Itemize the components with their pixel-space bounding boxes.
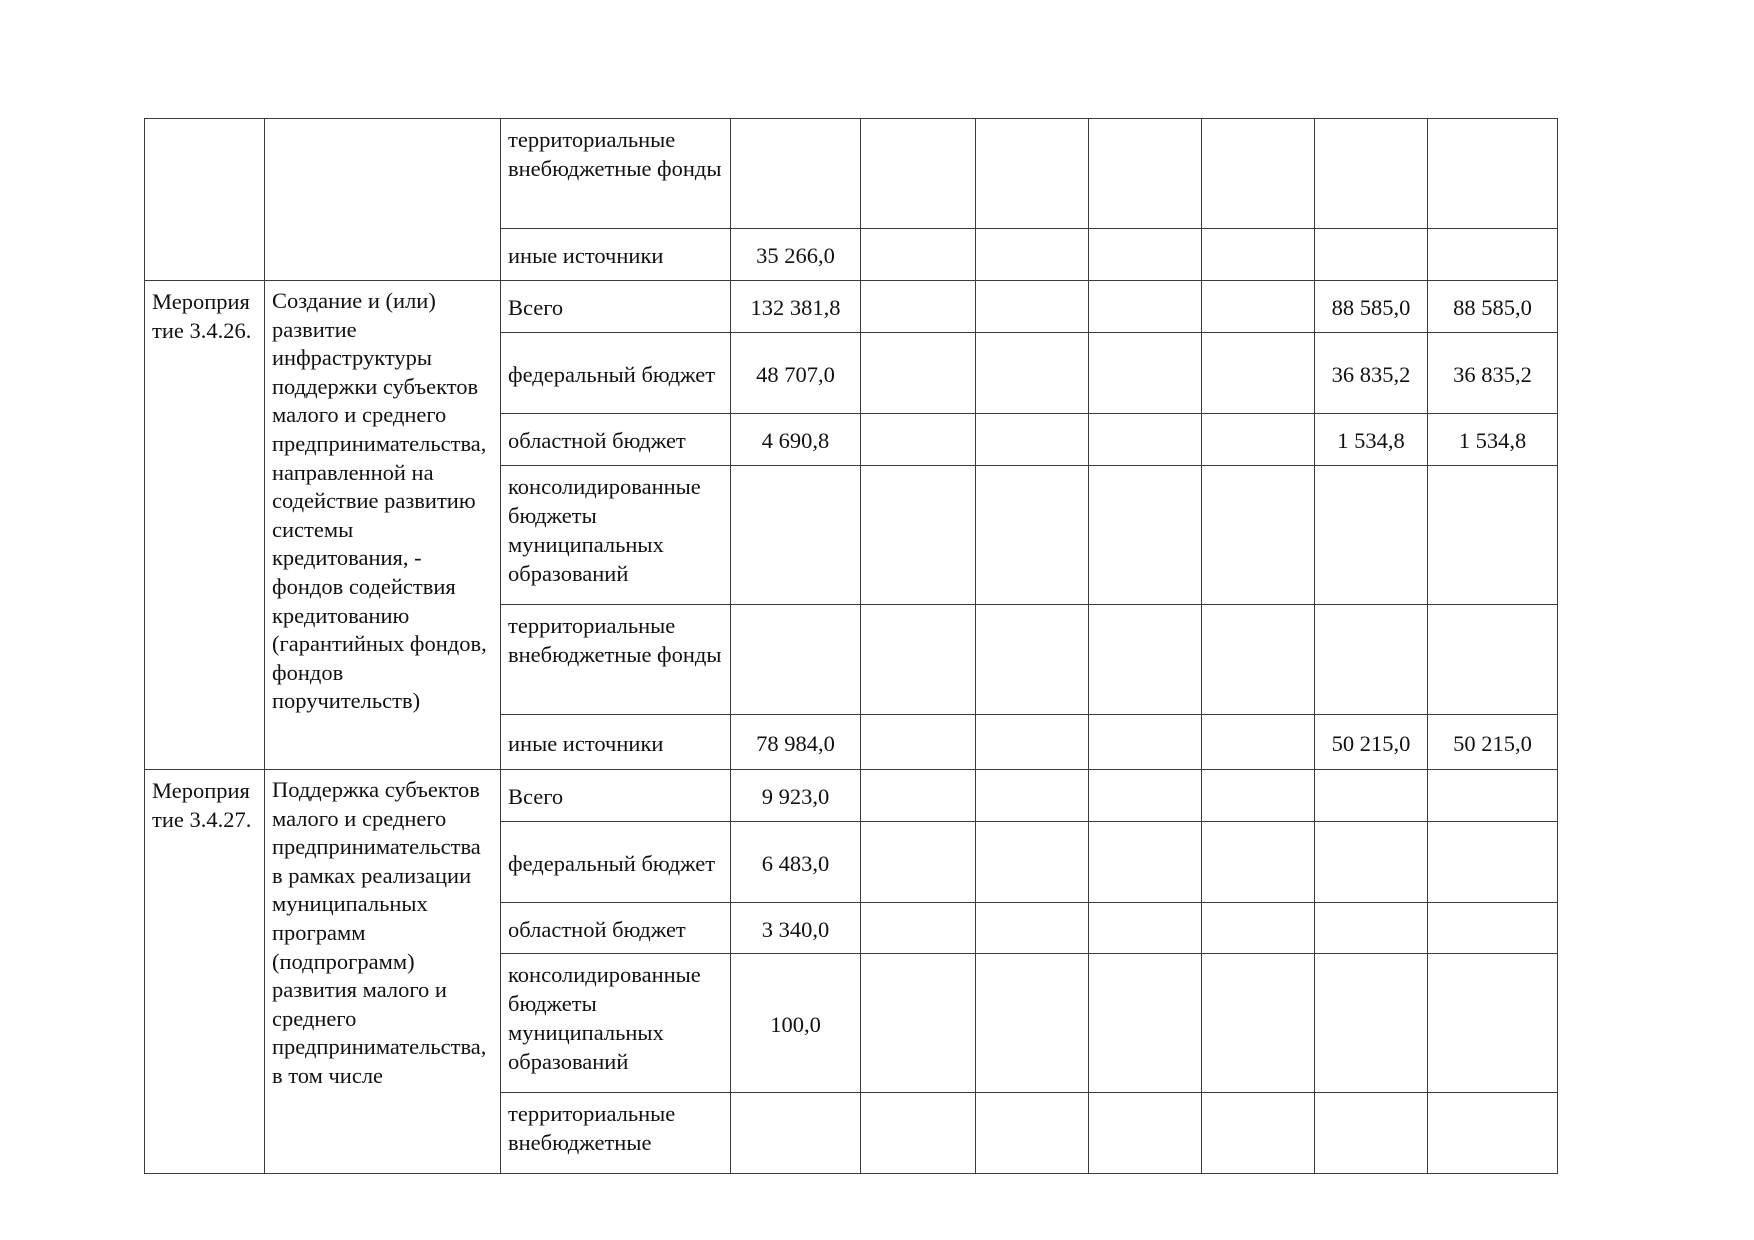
value-cell — [1315, 1093, 1428, 1174]
value-cell — [976, 770, 1089, 822]
value-cell: 36 835,2 — [1315, 333, 1428, 414]
value-cell — [1089, 715, 1202, 770]
value-cell — [976, 822, 1089, 903]
value-cell — [1428, 605, 1558, 715]
value-cell — [731, 466, 861, 605]
value-cell — [1089, 229, 1202, 281]
value-cell — [1089, 119, 1202, 229]
value-cell: 132 381,8 — [731, 281, 861, 333]
value-cell — [976, 229, 1089, 281]
value-cell — [1428, 1093, 1558, 1174]
value-cell — [731, 119, 861, 229]
value-cell — [1202, 414, 1315, 466]
funding-source-cell: федеральный бюджет — [501, 333, 731, 414]
value-cell — [1089, 770, 1202, 822]
value-cell: 50 215,0 — [1428, 715, 1558, 770]
value-cell — [1089, 605, 1202, 715]
value-cell — [976, 715, 1089, 770]
value-cell: 1 534,8 — [1428, 414, 1558, 466]
value-cell — [1202, 333, 1315, 414]
value-cell — [976, 1093, 1089, 1174]
value-cell: 3 340,0 — [731, 903, 861, 954]
value-cell — [861, 1093, 976, 1174]
value-cell — [976, 954, 1089, 1093]
value-cell: 35 266,0 — [731, 229, 861, 281]
value-cell — [1315, 229, 1428, 281]
value-cell — [1202, 1093, 1315, 1174]
value-cell: 1 534,8 — [1315, 414, 1428, 466]
funding-source-cell: территориальные внебюджетные фонды — [501, 119, 731, 229]
value-cell — [861, 119, 976, 229]
value-cell — [861, 954, 976, 1093]
value-cell — [861, 229, 976, 281]
table-row — [145, 119, 1558, 229]
value-cell — [1089, 281, 1202, 333]
value-cell — [1089, 466, 1202, 605]
value-cell — [1089, 333, 1202, 414]
funding-source-cell: федеральный бюджет — [501, 822, 731, 903]
value-cell — [1315, 770, 1428, 822]
funding-source-cell: областной бюджет — [501, 414, 731, 466]
value-cell: 4 690,8 — [731, 414, 861, 466]
value-cell — [861, 903, 976, 954]
table-row — [145, 281, 1558, 333]
value-cell — [1202, 281, 1315, 333]
value-cell — [1089, 903, 1202, 954]
value-cell — [1202, 822, 1315, 903]
value-cell — [1089, 414, 1202, 466]
value-cell — [1089, 954, 1202, 1093]
value-cell — [1202, 715, 1315, 770]
value-cell — [731, 605, 861, 715]
funding-source-cell: консолидированные бюджеты муниципальных образований — [501, 466, 731, 605]
funding-source-cell: Всего — [501, 281, 731, 333]
funding-source-cell: консолидированные бюджеты муниципальных образований — [501, 954, 731, 1093]
measure-code-cell: Мероприятие 3.4.27. — [145, 770, 265, 1174]
value-cell — [1428, 229, 1558, 281]
value-cell — [1428, 903, 1558, 954]
financing-table — [144, 118, 1558, 1174]
value-cell — [1315, 119, 1428, 229]
funding-source-cell: областной бюджет — [501, 903, 731, 954]
value-cell: 78 984,0 — [731, 715, 861, 770]
value-cell — [976, 466, 1089, 605]
value-cell — [861, 281, 976, 333]
value-cell: 50 215,0 — [1315, 715, 1428, 770]
value-cell — [976, 333, 1089, 414]
measure-description-cell: Поддержка субъектов малого и среднего предпринимательства в рамках реализации муниципальных программ (подпрограмм) развития малого и среднего предпринимательства, в том числе — [265, 770, 501, 1174]
value-cell — [861, 822, 976, 903]
value-cell: 36 835,2 — [1428, 333, 1558, 414]
value-cell — [976, 903, 1089, 954]
measure-description-cell — [265, 119, 501, 281]
funding-source-cell: территориальные внебюджетные — [501, 1093, 731, 1174]
value-cell — [1089, 1093, 1202, 1174]
funding-source-cell: иные источники — [501, 229, 731, 281]
funding-source-cell: иные источники — [501, 715, 731, 770]
measure-description-cell: Создание и (или) развитие инфраструктуры поддержки субъектов малого и среднего предпринимательства, направленной на содействие развитию системы кредитования, - фондов содействия кредитованию (гарантийных фондов, фондов поручительств) — [265, 281, 501, 770]
value-cell — [1428, 466, 1558, 605]
value-cell — [1428, 770, 1558, 822]
value-cell — [1428, 954, 1558, 1093]
value-cell — [861, 715, 976, 770]
value-cell: 100,0 — [731, 954, 861, 1093]
funding-source-cell: территориальные внебюджетные фонды — [501, 605, 731, 715]
table-row — [145, 770, 1558, 822]
value-cell — [1315, 605, 1428, 715]
value-cell — [976, 414, 1089, 466]
value-cell — [1202, 770, 1315, 822]
value-cell — [1315, 466, 1428, 605]
value-cell — [731, 1093, 861, 1174]
value-cell — [1428, 119, 1558, 229]
funding-source-cell: Всего — [501, 770, 731, 822]
value-cell — [976, 605, 1089, 715]
value-cell — [1202, 903, 1315, 954]
value-cell — [861, 605, 976, 715]
value-cell — [1202, 954, 1315, 1093]
value-cell: 9 923,0 — [731, 770, 861, 822]
value-cell — [1315, 903, 1428, 954]
measure-code-cell: Мероприятие 3.4.26. — [145, 281, 265, 770]
value-cell — [861, 333, 976, 414]
value-cell: 88 585,0 — [1428, 281, 1558, 333]
value-cell — [861, 414, 976, 466]
value-cell — [861, 770, 976, 822]
value-cell — [1089, 822, 1202, 903]
value-cell — [1315, 954, 1428, 1093]
value-cell: 88 585,0 — [1315, 281, 1428, 333]
value-cell: 6 483,0 — [731, 822, 861, 903]
value-cell: 48 707,0 — [731, 333, 861, 414]
value-cell — [976, 281, 1089, 333]
value-cell — [861, 466, 976, 605]
value-cell — [1315, 822, 1428, 903]
value-cell — [1202, 119, 1315, 229]
value-cell — [1428, 822, 1558, 903]
value-cell — [1202, 229, 1315, 281]
measure-code-cell — [145, 119, 265, 281]
value-cell — [1202, 466, 1315, 605]
value-cell — [1202, 605, 1315, 715]
value-cell — [976, 119, 1089, 229]
